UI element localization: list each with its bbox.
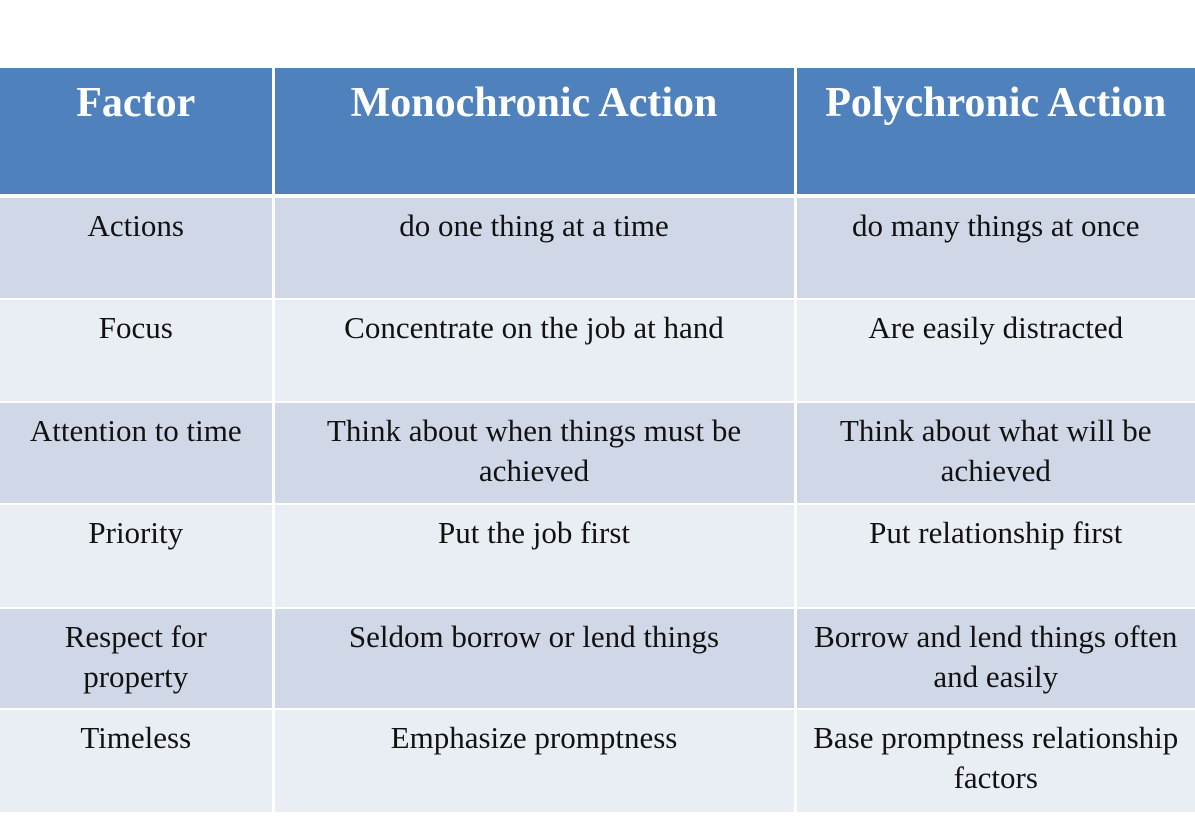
header-factor: Factor xyxy=(0,68,273,196)
polychronic-cell: Base promptness relationship factors xyxy=(795,709,1195,813)
table-header-row xyxy=(0,68,1195,196)
header-polychronic-action: Polychronic Action xyxy=(795,68,1195,196)
polychronic-cell: Are easily distracted xyxy=(795,299,1195,402)
header-monochronic-action: Monochronic Action xyxy=(273,68,795,196)
table-row xyxy=(0,299,1195,402)
monochronic-cell: Emphasize promptness xyxy=(273,709,795,813)
table-row xyxy=(0,504,1195,608)
comparison-table xyxy=(0,68,1195,814)
factor-cell: Focus xyxy=(0,299,273,402)
polychronic-cell: do many things at once xyxy=(795,196,1195,299)
factor-cell: Attention to time xyxy=(0,402,273,504)
monochronic-cell: Concentrate on the job at hand xyxy=(273,299,795,402)
table-row xyxy=(0,196,1195,299)
factor-cell: Respect for property xyxy=(0,608,273,709)
table-row xyxy=(0,402,1195,504)
factor-cell: Priority xyxy=(0,504,273,608)
table-row xyxy=(0,608,1195,709)
factor-cell: Actions xyxy=(0,196,273,299)
factor-cell: Timeless xyxy=(0,709,273,813)
monochronic-cell: Seldom borrow or lend things xyxy=(273,608,795,709)
polychronic-cell: Think about what will be achieved xyxy=(795,402,1195,504)
monochronic-cell: do one thing at a time xyxy=(273,196,795,299)
monochronic-cell: Put the job first xyxy=(273,504,795,608)
monochronic-cell: Think about when things must be achieved xyxy=(273,402,795,504)
polychronic-cell: Borrow and lend things often and easily xyxy=(795,608,1195,709)
polychronic-cell: Put relationship first xyxy=(795,504,1195,608)
table-row xyxy=(0,709,1195,813)
